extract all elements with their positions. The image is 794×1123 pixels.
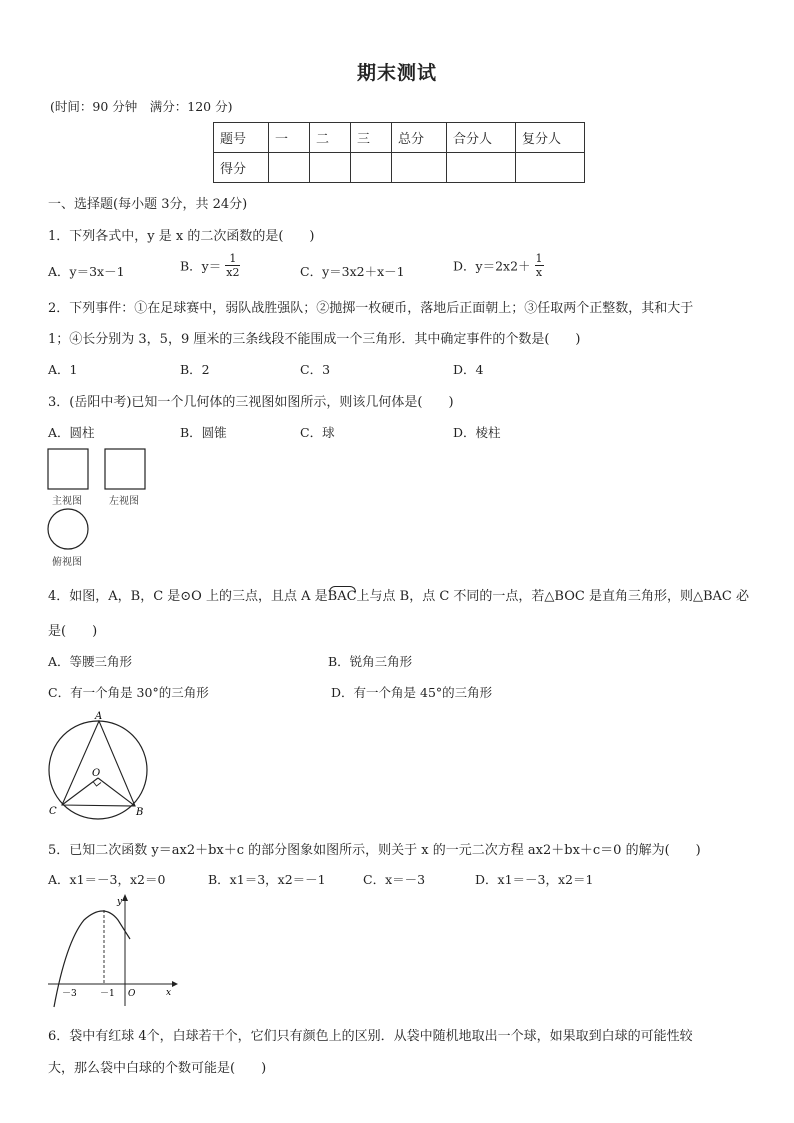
q1-option-b xyxy=(180,252,240,279)
score-input-cell[interactable] xyxy=(310,153,351,183)
fraction xyxy=(535,252,544,279)
top-view-label: 俯视图 xyxy=(52,557,82,568)
right-angle-mark xyxy=(93,782,101,787)
q3-option-a: A．圆柱 xyxy=(48,425,95,440)
table-cell: 复分人 xyxy=(516,123,585,153)
three-views-figure xyxy=(44,446,154,570)
fraction xyxy=(225,252,240,279)
label-y: y xyxy=(117,897,123,907)
score-input-cell[interactable] xyxy=(447,153,516,183)
x-axis-arrow xyxy=(172,981,178,987)
q5-option-d: D．x1＝－3，x2＝1 xyxy=(475,872,594,887)
q3-option-c: C．球 xyxy=(300,425,335,440)
q4-line1-pre: 4．如图，A，B，C 是⊙O 上的三点，且点 A 是 xyxy=(48,589,328,604)
q1-option-d xyxy=(453,252,544,279)
label-neg3: －3 xyxy=(62,989,77,999)
q5-stem: 5．已知二次函数 y＝ax2＋bx＋c 的部分图象如图所示，则关于 x 的一元二次方程 ax2＋bx＋c＝0 的解为( ) xyxy=(48,843,701,858)
q1-option-c: C．y＝3x2＋x－1 xyxy=(300,264,405,279)
table-cell: 题号 xyxy=(214,123,269,153)
q2-option-a: A．1 xyxy=(48,362,78,377)
parabola-figure xyxy=(44,892,184,1010)
table-row xyxy=(214,153,585,183)
front-view-square xyxy=(48,449,88,489)
table-cell: 总分 xyxy=(392,123,447,153)
q2-option-b: B．2 xyxy=(180,362,210,377)
q1-b-prefix: B．y＝ xyxy=(180,258,222,274)
triangle-abc xyxy=(62,721,135,806)
q4-option-d: D．有一个角是 45°的三角形 xyxy=(331,685,493,700)
q1-d-prefix: D．y＝2x2＋ xyxy=(453,258,531,274)
q3-option-d: D．棱柱 xyxy=(453,425,501,440)
q3-option-b: B．圆锥 xyxy=(180,425,227,440)
left-view-square xyxy=(105,449,145,489)
circle-figure xyxy=(40,706,160,824)
q5-option-a: A．x1＝－3，x2＝0 xyxy=(48,872,166,887)
q2-line1: 2．下列事件：①在足球赛中，弱队战胜强队；②抛掷一枚硬币，落地后正面朝上；③任取两个正整数，其和大于 xyxy=(48,301,694,316)
q1-option-a: A．y＝3x－1 xyxy=(48,264,125,279)
label-origin: O xyxy=(128,989,136,999)
score-input-cell[interactable] xyxy=(392,153,447,183)
q2-option-c: C．3 xyxy=(300,362,331,377)
q6-line2: 大，那么袋中白球的个数可能是( ) xyxy=(48,1061,267,1076)
table-cell: 合分人 xyxy=(447,123,516,153)
section-heading: 一、选择题(每小题 3分，共 24分) xyxy=(48,197,248,212)
q4-option-c: C．有一个角是 30°的三角形 xyxy=(48,685,209,700)
q6-line1: 6．袋中有红球 4个，白球若干个，它们只有颜色上的区别．从袋中随机地取出一个球，如果取到白球的可能性较 xyxy=(48,1029,693,1044)
label-o: O xyxy=(92,768,101,779)
table-cell: 二 xyxy=(310,123,351,153)
exam-info: (时间：90 分钟 满分：120 分) xyxy=(50,99,233,114)
label-x: x xyxy=(166,988,172,998)
table-cell: 一 xyxy=(269,123,310,153)
score-table xyxy=(213,122,585,183)
q2-option-d: D．4 xyxy=(453,362,484,377)
score-input-cell[interactable] xyxy=(269,153,310,183)
y-axis-arrow xyxy=(122,894,128,901)
q5-option-c: C．x＝－3 xyxy=(363,872,426,887)
q4-option-a: A．等腰三角形 xyxy=(48,654,133,669)
top-view-circle xyxy=(48,509,88,549)
label-c: C xyxy=(49,806,57,817)
fraction-num: 1 xyxy=(535,252,543,265)
table-cell: 得分 xyxy=(214,153,269,183)
q2-line2: 1；④长分别为 3，5，9 厘米的三条线段不能围成一个三角形．其中确定事件的个数是( ) xyxy=(48,332,581,347)
front-view-label: 主视图 xyxy=(52,496,82,507)
label-a: A xyxy=(95,711,103,722)
q4-line2: 是( ) xyxy=(48,624,98,639)
score-input-cell[interactable] xyxy=(351,153,392,183)
label-neg1: －1 xyxy=(100,989,115,999)
q4-option-b: B．锐角三角形 xyxy=(328,654,413,669)
fraction-num: 1 xyxy=(225,252,240,266)
arc-bac: BAC xyxy=(327,589,357,604)
left-view-label: 左视图 xyxy=(109,496,139,507)
table-row xyxy=(214,123,585,153)
fraction-den: x2 xyxy=(226,266,240,279)
page-title: 期末测试 xyxy=(356,62,437,84)
table-cell: 三 xyxy=(351,123,392,153)
q3-stem: 3．(岳阳中考)已知一个几何体的三视图如图所示，则该几何体是( ) xyxy=(48,395,454,410)
q5-option-b: B．x1＝3，x2＝－1 xyxy=(208,872,326,887)
fraction-den: x xyxy=(535,266,543,279)
q4-line1 xyxy=(48,585,749,604)
label-b: B xyxy=(136,807,144,818)
q1-stem: 1．下列各式中，y 是 x 的二次函数的是( ) xyxy=(48,229,315,244)
score-input-cell[interactable] xyxy=(516,153,585,183)
q4-line1-post: 上与点 B，点 C 不同的一点，若△BOC 是直角三角形，则△BAC 必 xyxy=(356,589,749,604)
